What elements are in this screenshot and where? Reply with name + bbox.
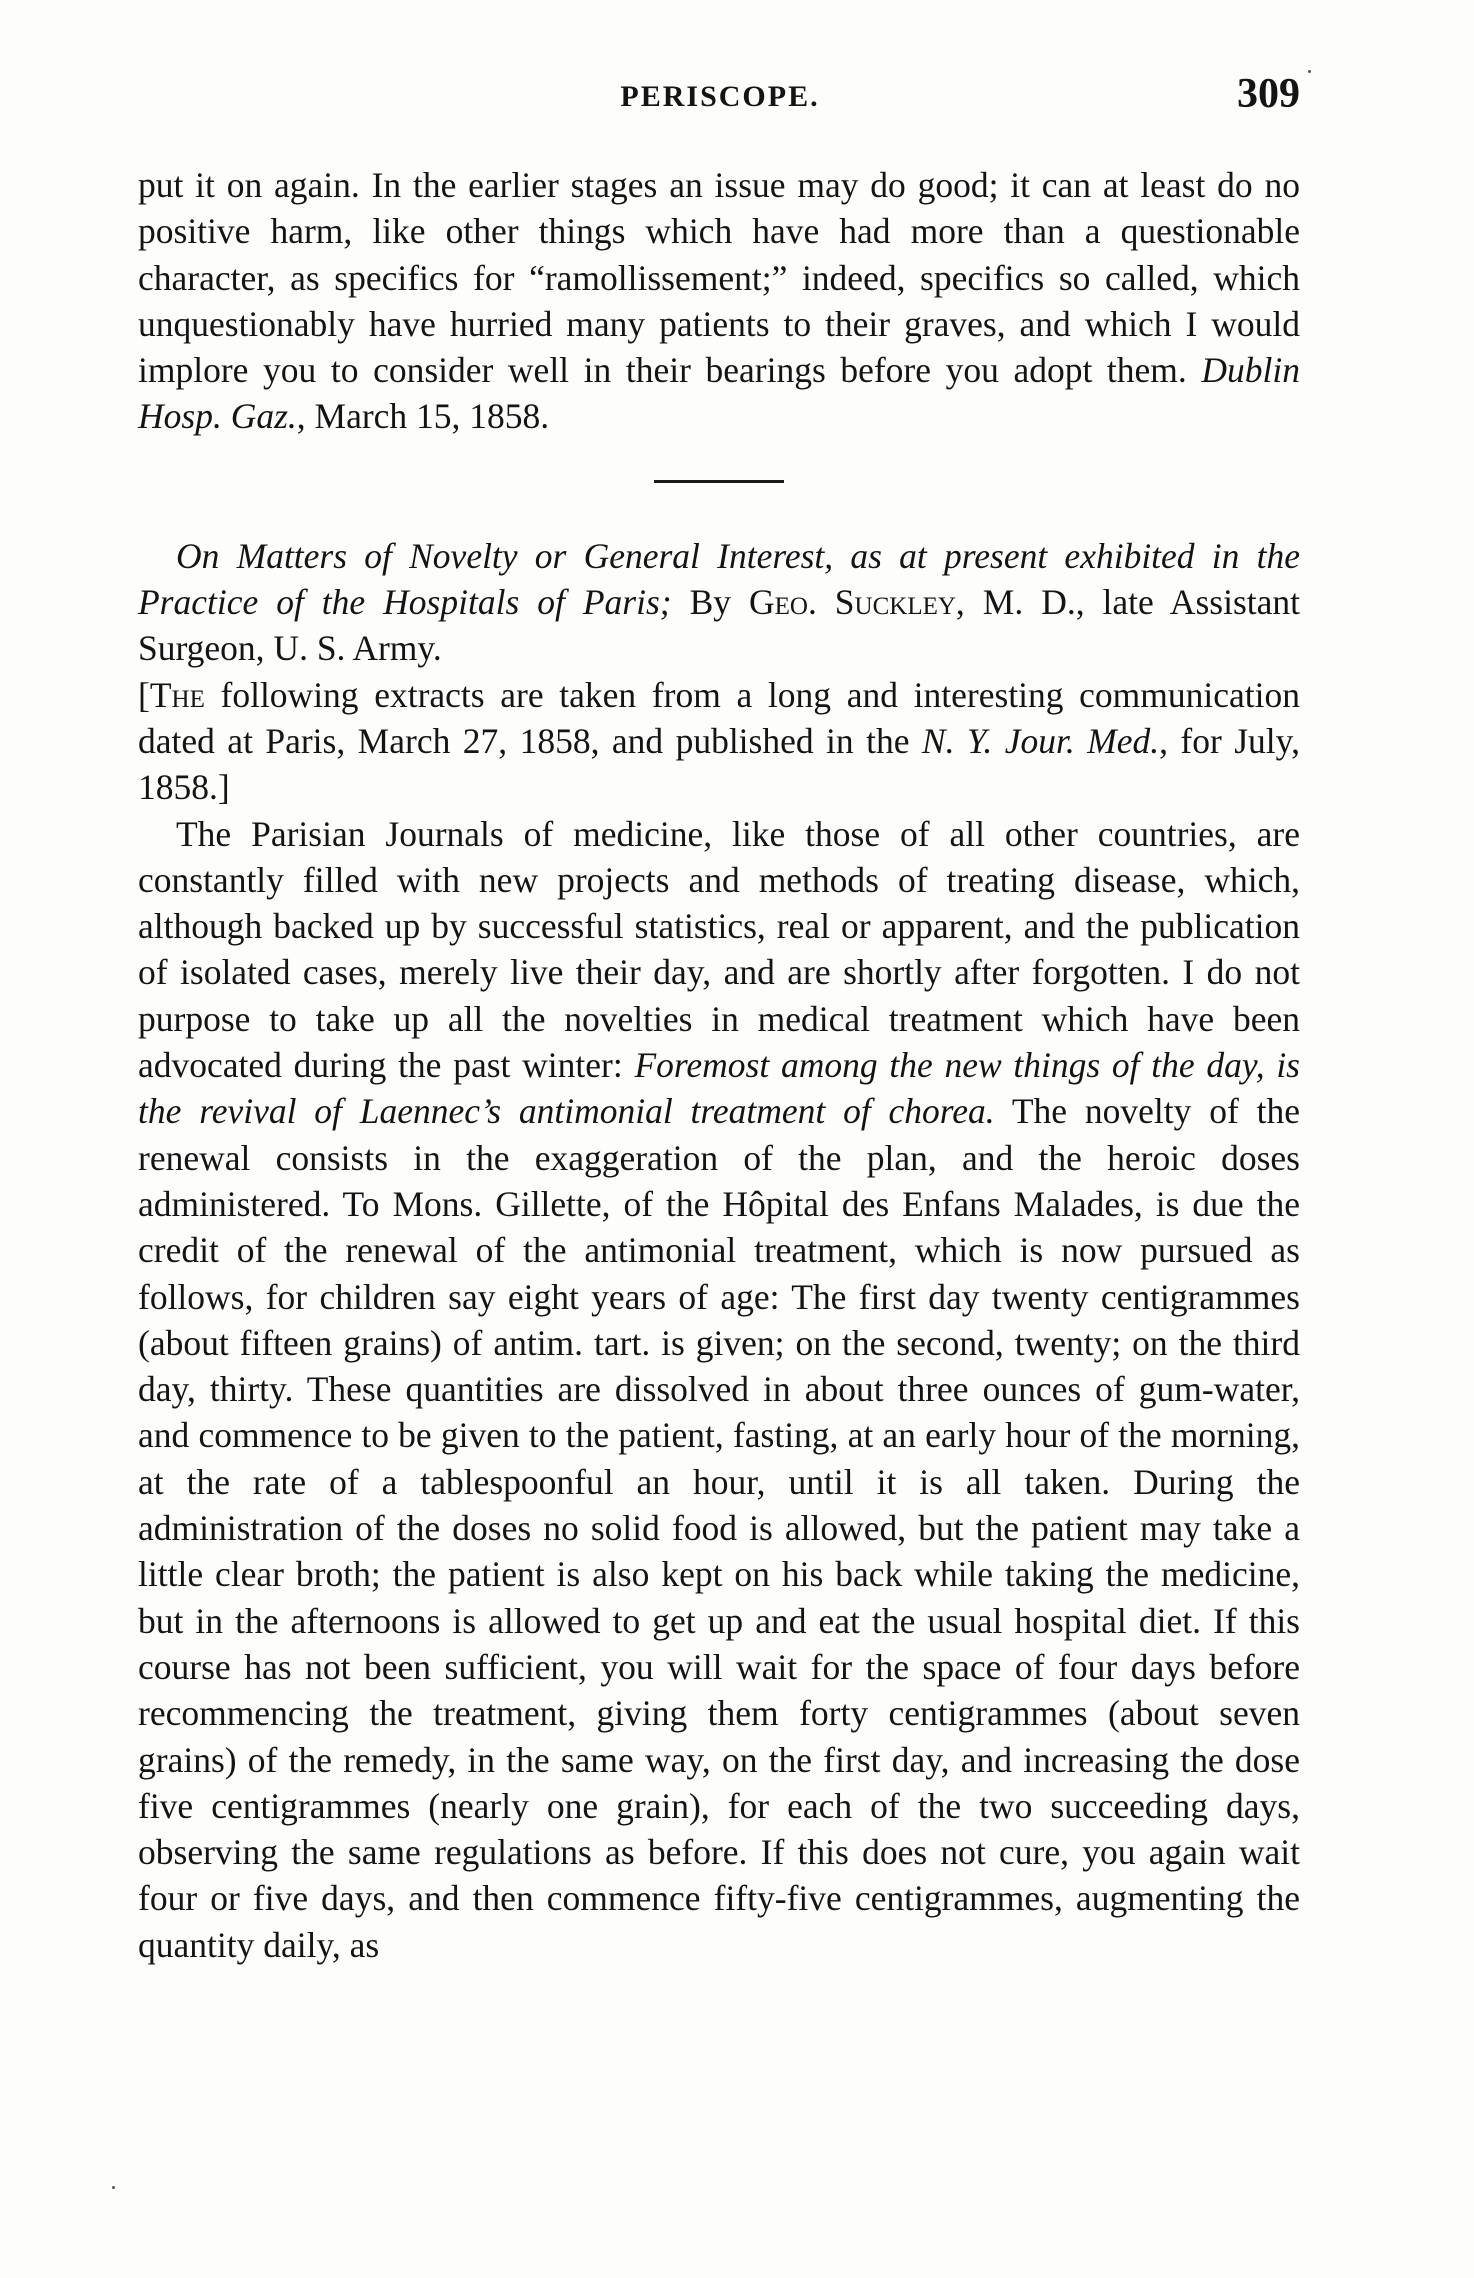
note-journal: N. Y. Jour. Med.: [921, 720, 1160, 761]
section-divider: [654, 480, 784, 483]
editorial-note: [138, 672, 1300, 811]
intro-paragraph: [138, 162, 1300, 440]
page-content: [138, 162, 1300, 1968]
note-lead-word: The: [149, 674, 205, 715]
body-part-2: The novelty of the renewal consists in the exaggeration of the plan, and the heroic doses administered. To Mons. Gillette, of the Hôpital des Enfans Malades, is due the credit of the renewal of the antimonial treatment, which is now pursued as follows, for children say eight years of age: The first day twenty centigrammes (about fifteen grains) of antim. tart. is given; on the second, twenty; on the third day, thirty. These quantities are dissolved in about three ounces of gum-water, and commence to be given to the patient, fasting, at an early hour of the morning, at the rate of a tablespoonful an hour, until it is all taken. During the administration of the doses no solid food is allowed, but the patient may take a little clear broth; the patient is also kept on his back while taking the medicine, but in the afternoons is allowed to get up and eat the usual hospital diet. If this course has not been sufficient, you will wait for the space of four days before recommencing the treatment, giving them forty centigrammes (about seven grains) of the remedy, in the same way, on the first day, and increasing the dose five centigrammes (nearly one grain), for each of the two succeeding days, observing the same regulations as before. If this does not cure, you again wait four or five days, and then commence fifty-five centigrammes, augmenting the quantity daily, as: [138, 1091, 1300, 1965]
article-heading: [138, 533, 1300, 672]
note-text: following extracts are taken from a long and interesting communication dated at Paris, March 27, 1858, and published in the: [138, 674, 1300, 761]
page-header: [140, 70, 1300, 130]
citation-date: , March 15, 1858.: [296, 396, 550, 437]
article-author: Geo. Suckley: [748, 582, 956, 623]
article-body: [138, 811, 1300, 1968]
byline-prefix: By: [671, 582, 749, 623]
paper-speck: [112, 2186, 115, 2189]
note-open-bracket: [: [138, 674, 150, 715]
running-head: PERISCOPE.: [620, 80, 820, 113]
citation-source: Dublin Hosp. Gaz.: [138, 350, 1301, 437]
intro-text: put it on again. In the earlier stages an issue may do good; it can at least do no positive harm, like other things which have had more than a questionable character, as specifics for “ramollissement;” indeed, specifics so called, which unquestionably have hurried many patients to their graves, and which I would implore you to consider well in their bearings before you adopt them.: [138, 165, 1300, 391]
article-title: On Matters of Novelty or General Interest, as at present exhibited in the Practice of the Hospitals of Paris;: [138, 535, 1300, 623]
note-close: , for July, 1858.]: [138, 720, 1300, 808]
author-credentials: , M. D., late Assistant Surgeon, U. S. Army.: [138, 582, 1300, 669]
page-number: 309: [1237, 71, 1300, 117]
body-part-1: The Parisian Journals of medicine, like those of all other countries, are constantly filled with new projects and methods of treating disease, which, although backed up by successful statistics, real or apparent, and the publication of isolated cases, merely live their day, and are shortly after forgotten. I do not purpose to take up all the novelties in medical treatment which have been advocated during the past winter:: [138, 813, 1300, 1086]
paper-speck: [1308, 70, 1311, 73]
body-emphasis: Foremost among the new things of the day, is the revival of Laennec’s antimonial treatment of chorea.: [138, 1045, 1300, 1132]
